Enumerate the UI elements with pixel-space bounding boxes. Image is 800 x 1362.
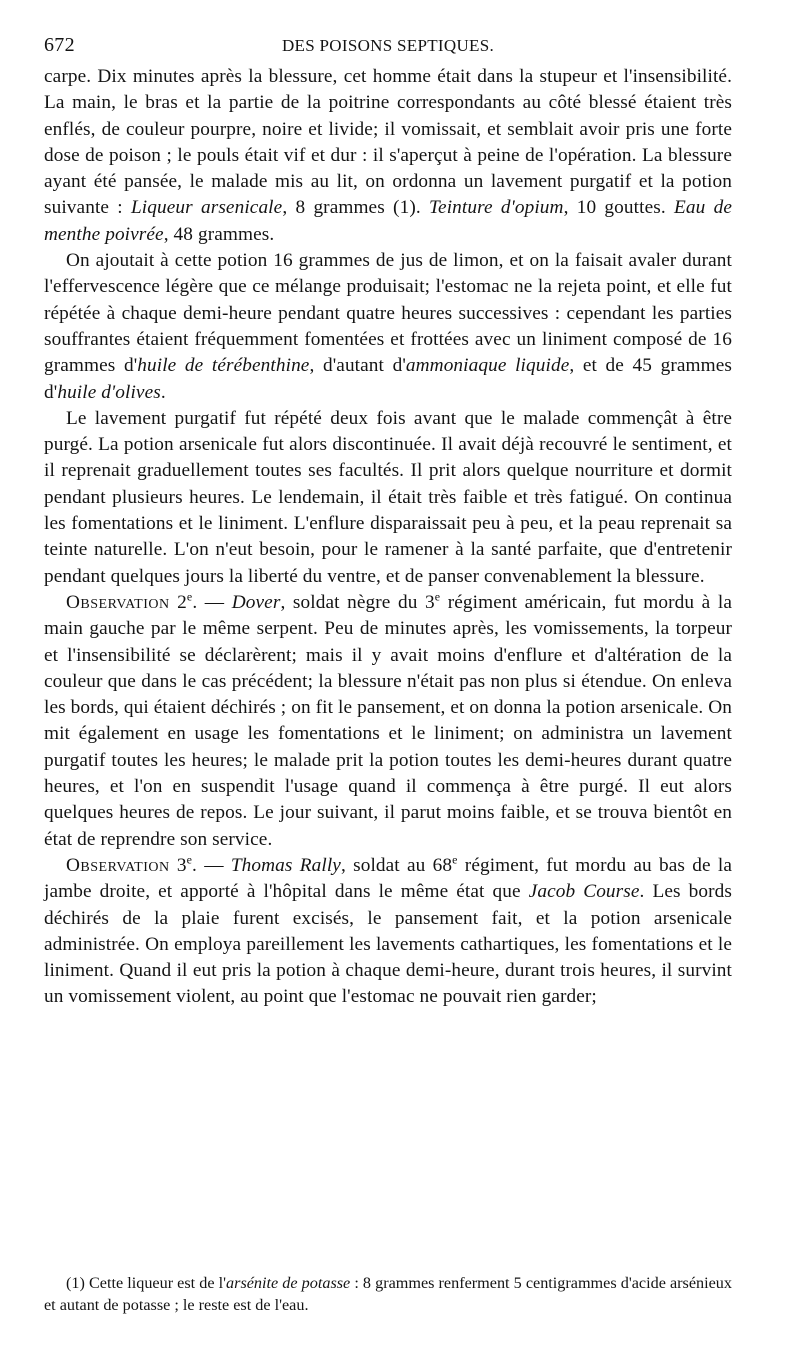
italic-run: ammoniaque liquide (405, 355, 570, 377)
text-run: 2 (169, 591, 187, 613)
page (44, 30, 732, 1011)
superscript: e (452, 852, 458, 867)
text-run: , 10 gouttes. (563, 197, 674, 219)
text-run: , d'autant d' (309, 355, 406, 377)
text-run: carpe. Dix minutes après la blessure, cet homme était dans la stupeur et l'insensibilité. La main, le bras et la partie de la poitrine correspondants au côté blessé étaient très enflés, de couleur pourpre, noire et livide; il vomissait, et semblait avoir pris une forte dose de poison ; le pouls était vif et dur : il s'aperçut à peine de l'opération. La blessure ayant été pansée, le malade mis au lit, on ordonna un lavement purgatif et la potion suivante : (44, 66, 732, 219)
text-run: . (160, 381, 166, 403)
text-run: régiment américain, fut mordu à la main gauche par le même serpent. Peu de minutes après, les vomissements, la torpeur et l'insensibilité se déclarèrent; mais il y avait moins d'enflure et d'altération de la couleur que dans le cas précédent; la blessure n'était pas non plus si étendue. On enleva les bords, qui étaient déchirés ; on fit le pansement, et on donna la potion arsenicale. On mit également en usage les fomentations et le liniment; on administra un lavement purgatif toutes les heures; le malade prit la potion toutes les demi-heures durant quatre heures, et l'on en suspendit l'usage quand il commença à être purgé. Il eut alors quelques heures de repos. Le jour suivant, il parut moins faible, et se trouva bientôt en état de reprendre son service. (44, 591, 732, 850)
italic-run: huile de térébenthine (137, 355, 310, 377)
page-number: 672 (44, 34, 75, 56)
text-run: , soldat au 68 (340, 854, 453, 876)
italic-run: Thomas Rally (230, 854, 341, 876)
paragraph (44, 64, 732, 248)
text-run: , 48 grammes. (163, 223, 275, 245)
superscript: e (186, 589, 193, 604)
observation-paragraph (44, 590, 732, 853)
text-run: , 8 grammes (1). (282, 197, 429, 219)
footnote-area (44, 1272, 732, 1316)
text-run: : 8 grammes renferment 5 centigrammes d'acide arsénieux et autant de potasse ; le reste est de l'eau. (44, 1274, 732, 1314)
text-run: , soldat nègre du 3 (280, 591, 435, 613)
running-head (44, 30, 732, 64)
text-run: 3 (169, 854, 187, 876)
body-text (44, 64, 732, 1011)
italic-run: Dover (231, 591, 281, 613)
footnote (44, 1272, 732, 1316)
text-run: , et de 45 grammes d' (44, 355, 732, 403)
observation-label: Observation (66, 591, 170, 613)
italic-run: Liqueur arsenicale (130, 197, 283, 219)
text-run: On ajoutait à cette potion 16 grammes de jus de limon, et on la faisait avaler durant l'effervescence légère que ce mélange produisait; l'estomac ne la rejeta point, et elle fut répétée à chaque demi-heure pendant quatre heures successives : cependant les parties souffrantes étaient fréquemment fomentées et frottées avec un liniment composé de 16 grammes d' (44, 250, 732, 377)
italic-run: Teinture d'opium (429, 197, 564, 219)
superscript: e (434, 589, 441, 604)
text-run: . Les bords déchirés de la plaie furent excisés, le pansement fait, et la potion arsenicale administrée. On employa pareillement les lavements cathartiques, les fomentations et le liniment. Quand il eut pris la potion à chaque demi-heure, durant trois heures, il survint un vomissement violent, au point que l'estomac ne pouvait rien garder; (44, 881, 732, 1008)
superscript: e (186, 852, 193, 867)
italic-run: arsénite de potasse (226, 1274, 351, 1292)
text-run: régiment, fut mordu au bas de la jambe droite, et apporté à l'hôpital dans le même état que (44, 854, 732, 903)
text-run: Le lavement purgatif fut répété deux fois avant que le malade commençât à être purgé. La potion arsenicale fut alors discontinuée. Il avait déjà recouvré le sentiment, et il reprenait graduellement toutes ses facultés. Il prit alors quelque nourriture et dormit pendant plusieurs heures. Le lendemain, il était très faible et très fatigué. On continua les fomentations et le liniment. L'enflure disparaissait peu à peu, et la peau reprenait sa teinte naturelle. L'on n'eut besoin, pour le ramener à la santé parfaite, que d'entretenir pendant quelques jours la liberté du ventre, et de panser convenablement la blessure. (44, 407, 732, 587)
text-run: (1) Cette liqueur est de l' (66, 1274, 227, 1292)
paragraph (44, 248, 732, 406)
observation-label: Observation (66, 854, 170, 876)
text-run: . — (192, 854, 231, 876)
italic-run: Jacob Course (528, 881, 640, 903)
running-title: DES POISONS SEPTIQUES. (281, 36, 495, 55)
italic-run: Eau de menthe poivrée (44, 197, 732, 245)
text-run: . — (192, 591, 232, 613)
paragraph (44, 406, 732, 590)
italic-run: huile d'olives (57, 381, 161, 403)
observation-paragraph (44, 853, 732, 1011)
